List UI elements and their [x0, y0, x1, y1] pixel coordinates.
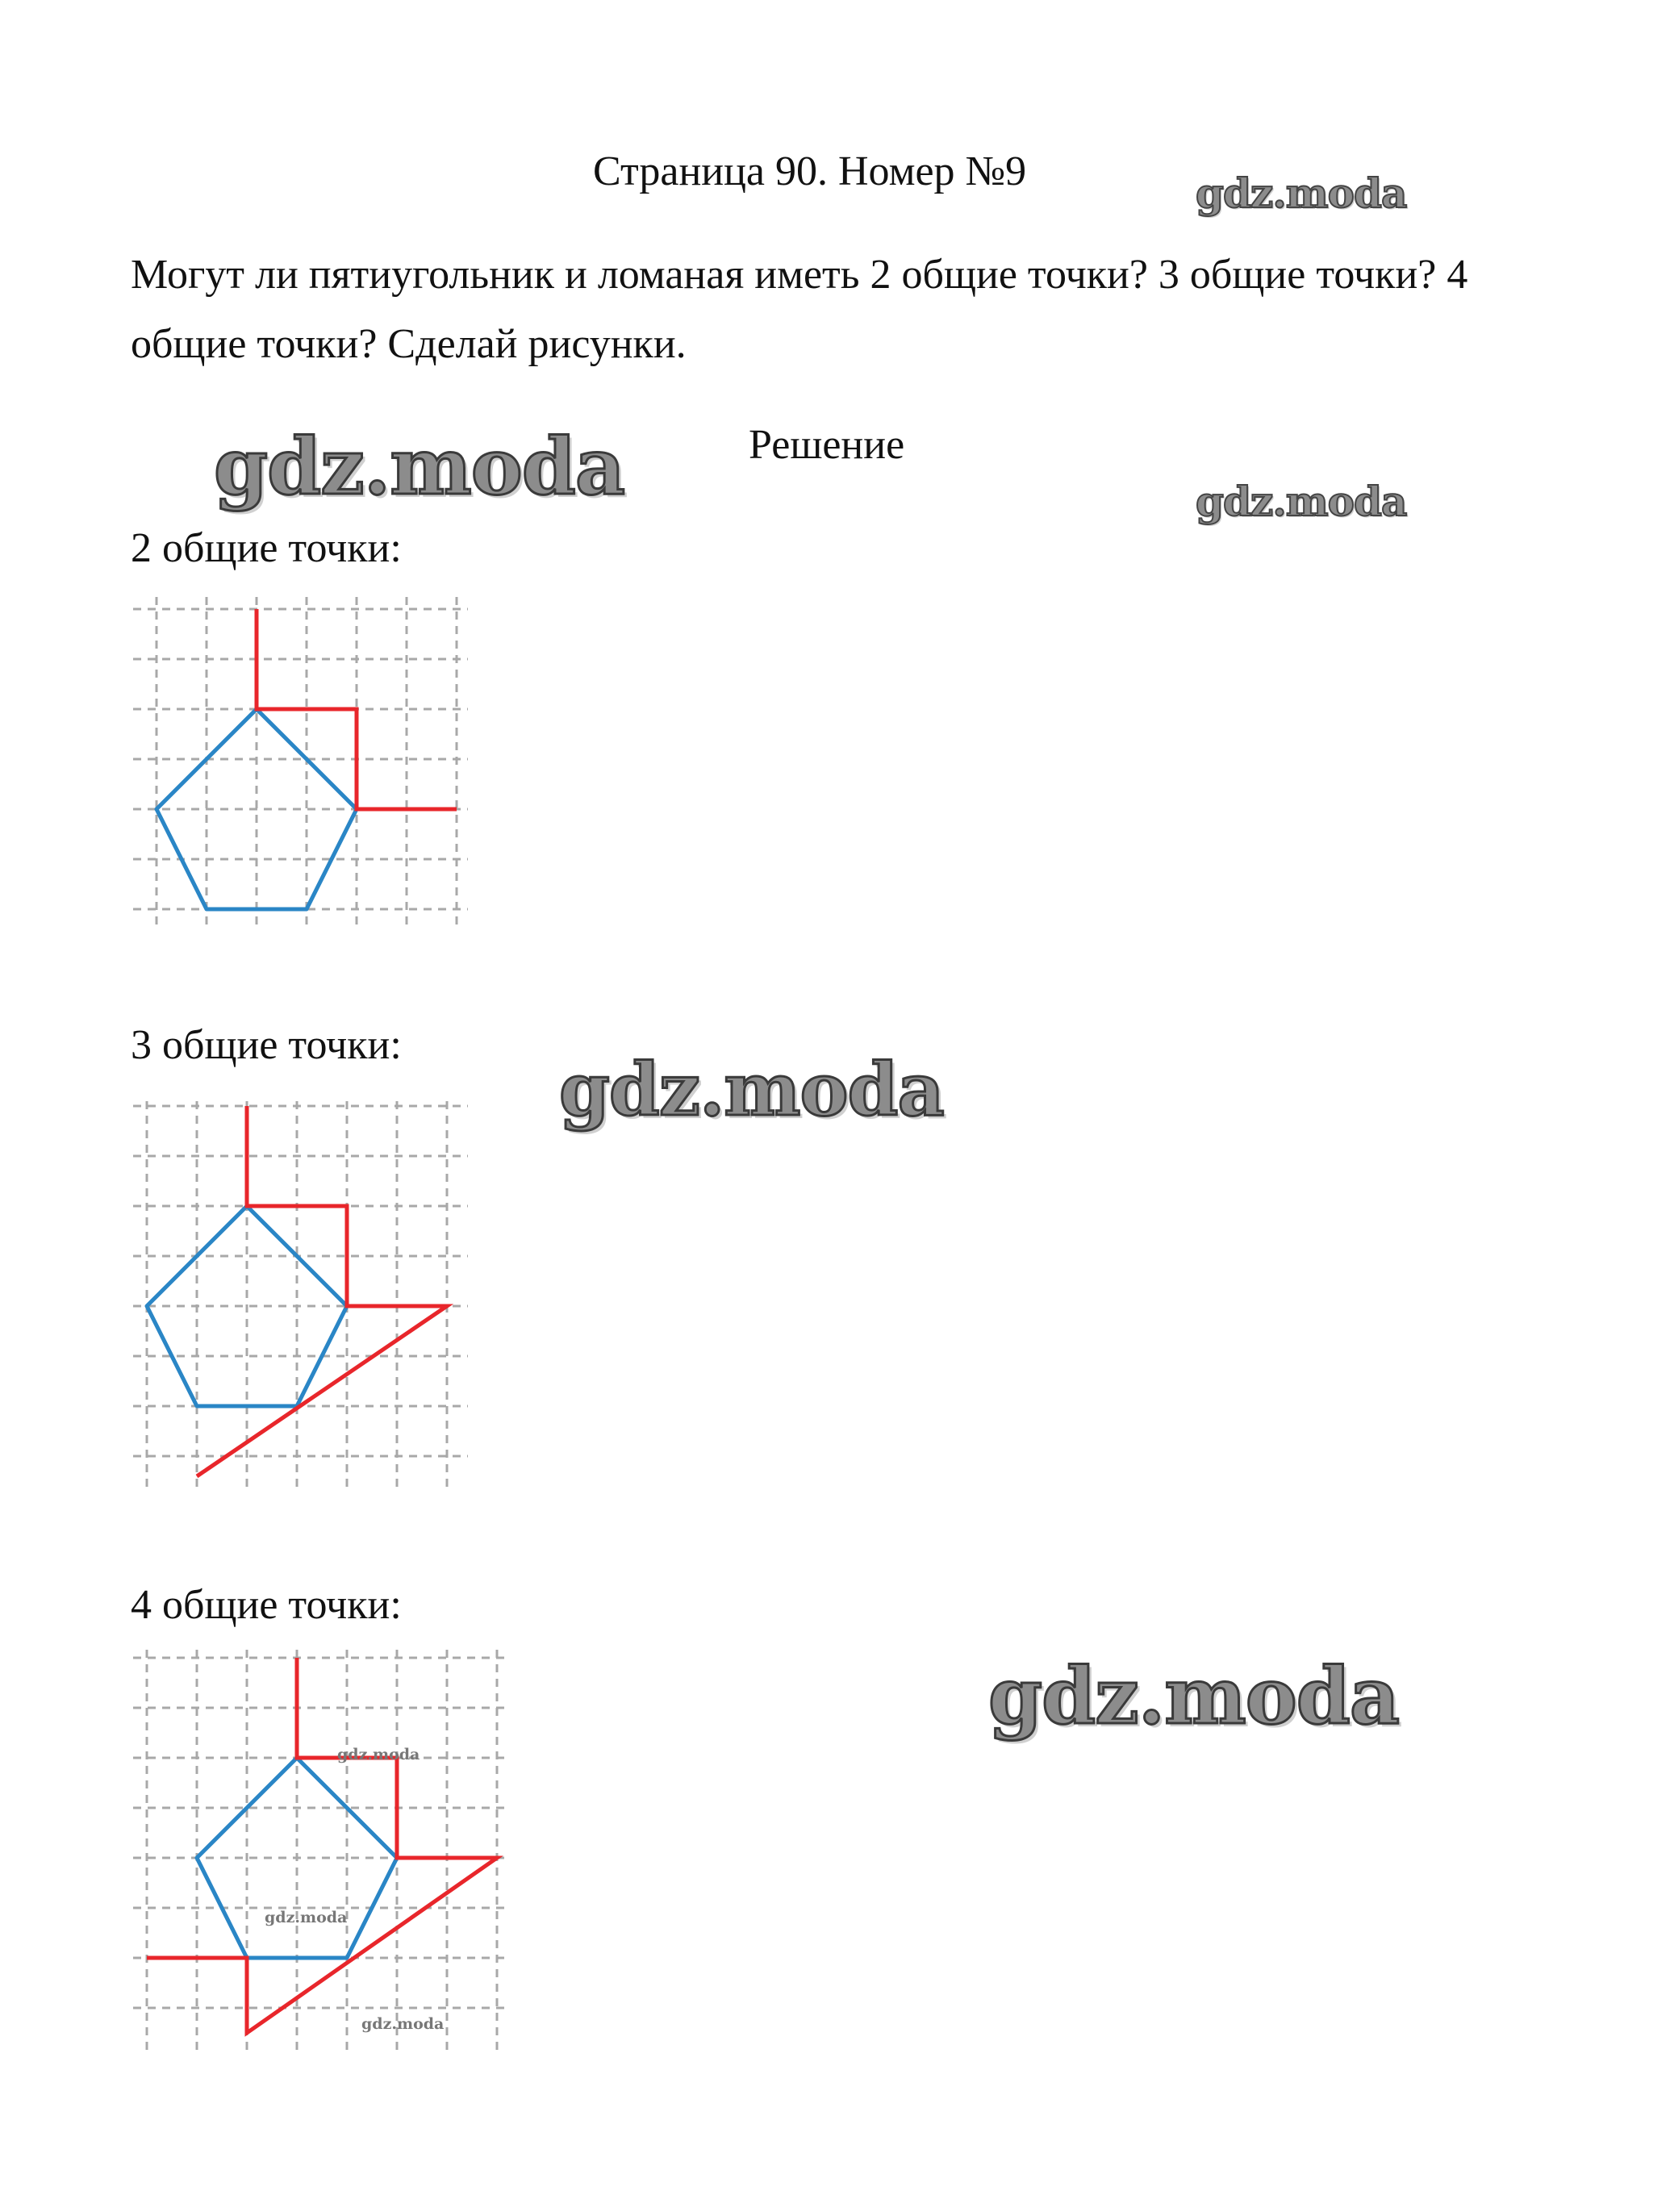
grid: [133, 1101, 468, 1488]
broken-line: [197, 1106, 447, 1476]
solution-heading: Решение: [749, 422, 905, 468]
page-title: Страница 90. Номер №9: [593, 148, 1027, 194]
figure-two-common-points: [129, 589, 476, 928]
figure-label: 2 общие точки:: [131, 525, 402, 571]
watermark: gdz.moda: [214, 421, 625, 512]
grid: [133, 1650, 508, 2053]
watermark: gdz.moda: [988, 1651, 1400, 1742]
watermark: gdz.moda: [1196, 478, 1407, 525]
grid: [133, 597, 468, 928]
watermark: gdz.moda: [361, 2015, 445, 2033]
task-text: Могут ли пятиугольник и ломаная иметь 2 общие точки? 3 общие точки? 4 общие точки? Сделай рисунки.: [131, 252, 1468, 367]
watermark: gdz.moda: [1196, 169, 1407, 217]
watermark: gdz.moda: [337, 1746, 420, 1763]
watermark: gdz.moda: [559, 1047, 944, 1133]
figure-four-common-points: [129, 1642, 516, 2061]
figure-label: 4 общие точки:: [131, 1582, 402, 1628]
figure-three-common-points: [129, 1093, 476, 1496]
figure-label: 3 общие точки:: [131, 1022, 402, 1068]
watermark: gdz.moda: [265, 1909, 348, 1926]
broken-line: [147, 1658, 497, 2033]
